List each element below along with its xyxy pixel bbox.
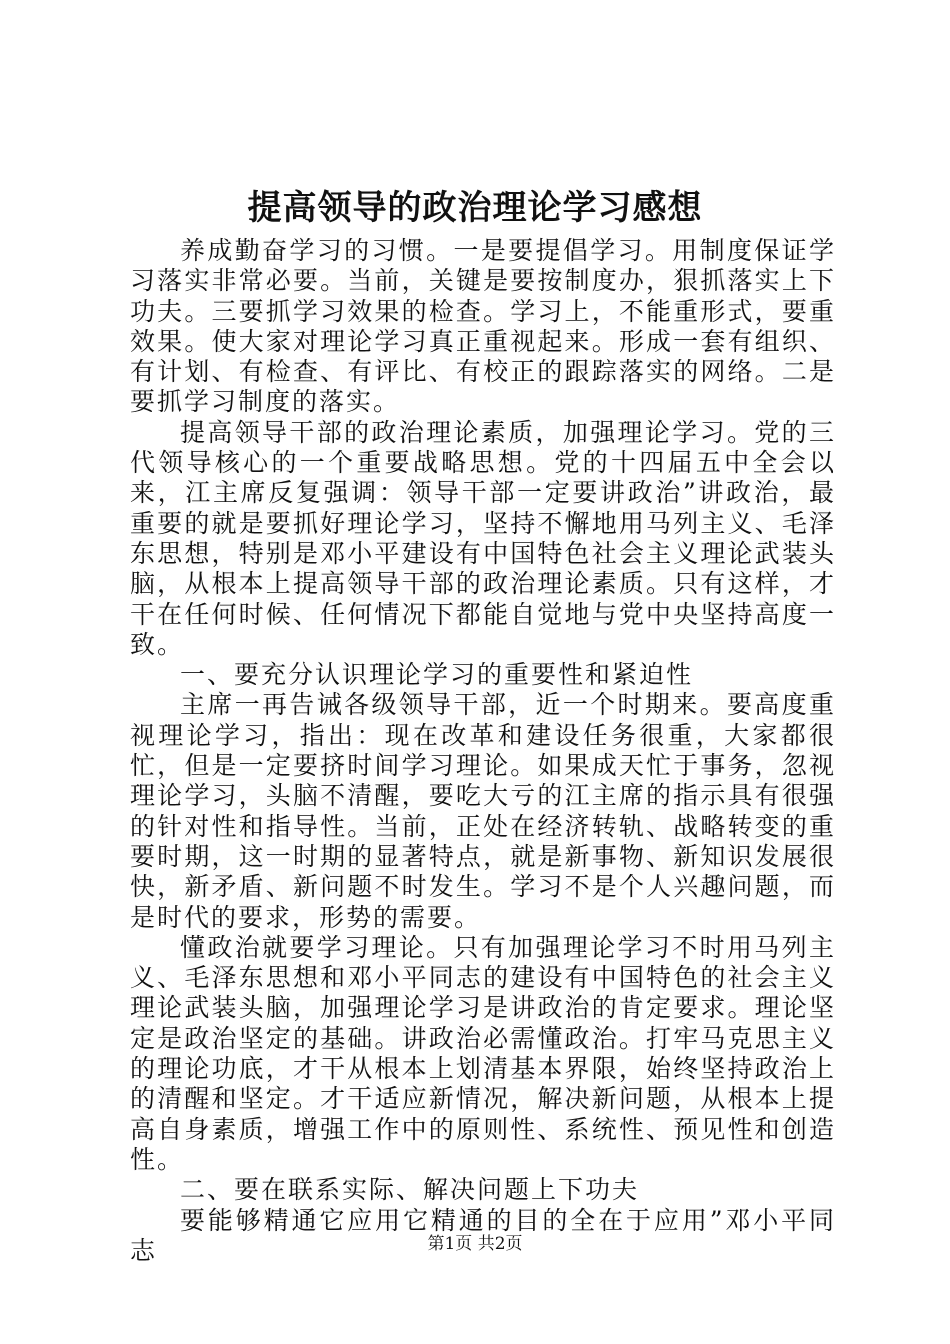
section-heading-1: 一、要充分认识理论学习的重要性和紧迫性 [180,660,694,690]
paragraph-theory-quality: 提高领导干部的政治理论素质，加强理论学习。党的三代领导核心的一个重要战略思想。党的十四届五中全会以来，江主席反复强调：领导干部一定要讲政治”讲政治，最重要的就是要抓好理论学习，坚持不懈地用马列主义、毛泽东思想，特别是邓小平建设有中国特色社会主义理论武装头脑，从根本上提高领导干部的政治理论素质。只有这样，才干在任何时候、任何情况下都能自觉地与党中央坚持高度一致。 [130,417,836,659]
paragraph-habit: 养成勤奋学习的习惯。一是要提倡学习。用制度保证学习落实非常必要。当前，关键是要按制度办，狠抓落实上下功夫。三要抓学习效果的检查。学习上，不能重形式，要重效果。使大家对理论学习真正重视起来。形成一套有组织、有计划、有检查、有评比、有校正的跟踪落实的网络。二是要抓学习制度的落实。 [130,236,836,417]
paragraph-politics-theory: 懂政治就要学习理论。只有加强理论学习不时用马列主义、毛泽东思想和邓小平同志的建设有中国特色的社会主义理论武装头脑，加强理论学习是讲政治的肯定要求。理论坚定是政治坚定的基础。讲政治必需懂政治。打牢马克思主义的理论功底，才干从根本上划清基本界限，始终坚持政治上的清醒和坚定。才干适应新情况，解决新问题，从根本上提高自身素质，增强工作中的原则性、系统性、预见性和创造性。 [130,932,836,1174]
paragraph-application: 要能够精通它应用它精通的目的全在于应用”邓小平同志 [130,1205,836,1265]
page-number: 第1页 [427,1234,473,1254]
page-total: 共2页 [477,1234,523,1254]
document-title: 提高领导的政治理论学习感想 [247,188,703,228]
page-footer [0,1232,950,1256]
document-body [130,236,836,1266]
paragraph-chairman-warning: 主席一再告诫各级领导干部，近一个时期来。要高度重视理论学习，指出：现在改革和建设任务很重，大家都很忙，但是一定要挤时间学习理论。如果成天忙于事务，忽视理论学习，头脑不清醒，要吃大亏的江主席的指示具有很强的针对性和指导性。当前，正处在经济转轨、战略转变的重要时期，这一时期的显著特点，就是新事物、新知识发展很快，新矛盾、新问题不时发生。学习不是个人兴趣问题，而是时代的要求，形势的需要。 [130,690,836,932]
section-heading-2: 二、要在联系实际、解决问题上下功夫 [180,1175,640,1205]
